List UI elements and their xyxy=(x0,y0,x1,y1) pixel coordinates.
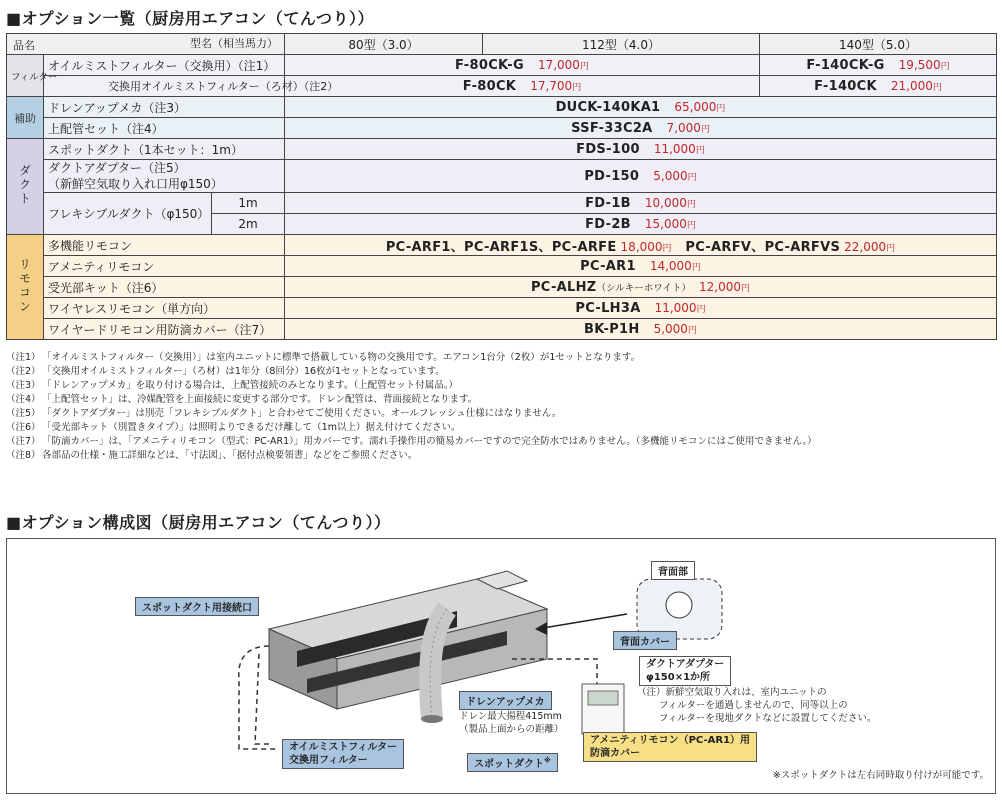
table-row xyxy=(7,76,997,97)
item-amenity: アメニティリモコン xyxy=(44,256,285,277)
fresh-air-note: （注）新鮮空気取り入れは、室内ユニットの フィルターを通過しませんので、同等以上の フィルターを現地ダクトなどに設置してください。 xyxy=(637,687,877,724)
item-wireless: ワイヤレスリモコン（単方向） xyxy=(44,298,285,319)
value-replacement-140: F-140CK 21,000円 xyxy=(760,76,997,97)
category-filter: フィルター xyxy=(7,55,44,97)
item-spot: スポットダクト（1本セット：1m） xyxy=(44,139,285,160)
value-oil-mist-140: F-140CK-G 19,500円 xyxy=(760,55,997,76)
note: （注8）各部品の仕様・施工詳細などは、「寸法図」、「据付点検要領書」などをご参照ください。 xyxy=(6,450,418,461)
col-140: 140型（5.0） xyxy=(760,34,997,55)
label-back-part: 背面部 xyxy=(651,561,695,580)
note: （注4）「上配管セット」は、冷媒配管を上面接続に変更する部分です。ドレン配管は、背面接続となります。 xyxy=(6,394,478,405)
item-replacement: 交換用オイルミストフィルター（ろ材）（注2） xyxy=(44,76,285,97)
value-drain: DUCK-140KA1 65,000円 xyxy=(285,97,997,118)
value-amenity: PC-AR1 14,000円 xyxy=(285,256,997,277)
label-spot-duct-port: スポットダクト用接続口 xyxy=(135,597,259,616)
col-112: 112型（4.0） xyxy=(483,34,760,55)
value-flex-2m: FD-2B 15,000円 xyxy=(285,214,997,235)
note: （注3）「ドレンアップメカ」を取り付ける場合は、上配管接続のみとなります。（上配管セット付属品。） xyxy=(6,380,458,391)
table-row xyxy=(7,139,997,160)
flex-duct-end xyxy=(421,715,443,723)
note: （注1）「オイルミストフィルター（交換用）」は室内ユニットに標準で搭載している物の交換用です。エアコン1台分（2枚）が1セットとなります。 xyxy=(6,352,641,363)
item-label: 品名 xyxy=(13,39,35,52)
note: （注2）「交換用オイルミストフィルター」（ろ材）は1年分（8回分）16枚が1セットとなっています。 xyxy=(6,366,445,377)
table-row xyxy=(7,256,997,277)
table-row xyxy=(7,319,997,340)
label-duct-adapter: ダクトアダプター φ150×1か所 xyxy=(639,656,731,686)
configuration-diagram xyxy=(6,538,996,794)
options-table xyxy=(6,33,997,340)
value-receiver: PC-ALHZ（シルキーホワイト） 12,000円 xyxy=(285,277,997,298)
label-oil-filter: オイルミストフィルター 交換用フィルター xyxy=(282,739,404,769)
remote-screen xyxy=(588,691,618,705)
section-title-diagram: ■オプション構成図（厨房用エアコン（てんつり）） xyxy=(6,513,391,532)
category-duct: ダクト xyxy=(7,139,44,235)
table-row xyxy=(7,193,997,214)
value-multi: PC-ARF1、PC-ARF1S、PC-ARFE 18,000円 PC-ARFV、PC-ARFVS 22,000円 xyxy=(285,235,997,256)
spot-duct-dashed-path-inner xyxy=(255,654,269,744)
model-label: 型名（相当馬力） xyxy=(190,37,278,50)
label-spot-duct: スポットダクト※ xyxy=(467,753,558,772)
label-back-cover: 背面カバー xyxy=(613,631,677,650)
item-pipe: 上配管セット（注4） xyxy=(44,118,285,139)
value-adapter: PD-150 5,000円 xyxy=(285,160,997,193)
category-aux: 補助 xyxy=(7,97,44,139)
value-oil-mist-80: F-80CK-G 17,000円 xyxy=(285,55,760,76)
value-spot: FDS-100 11,000円 xyxy=(285,139,997,160)
item-drain: ドレンアップメカ（注3） xyxy=(44,97,285,118)
notes-list xyxy=(6,351,817,463)
item-adapter: ダクトアダプター（注5） （新鮮空気取り入れ口用φ150） xyxy=(44,160,285,193)
section-title-options: ■オプション一覧（厨房用エアコン（てんつり）） xyxy=(6,9,375,28)
label-drain-mecha: ドレンアップメカ xyxy=(459,691,552,710)
value-flex-1m: FD-1B 10,000円 xyxy=(285,193,997,214)
item-multi: 多機能リモコン xyxy=(44,235,285,256)
item-oil-mist: オイルミストフィルター（交換用）（注1） xyxy=(44,55,285,76)
diagram-footnote: ※スポットダクトは左右同時取り付けが可能です。 xyxy=(772,770,989,781)
value-wireless: PC-LH3A 11,000円 xyxy=(285,298,997,319)
value-pipe: SSF-33C2A 7,000円 xyxy=(285,118,997,139)
table-header-row xyxy=(7,34,997,55)
value-cover: BK-P1H 5,000円 xyxy=(285,319,997,340)
back-panel-port xyxy=(666,592,692,618)
table-row xyxy=(7,277,997,298)
table-row xyxy=(7,118,997,139)
value-replacement-80: F-80CK 17,700円 xyxy=(285,76,760,97)
col-80: 80型（3.0） xyxy=(285,34,483,55)
drain-lift-text: ドレン最大揚程415mm （製品上面からの距離） xyxy=(459,711,564,735)
back-arrow-line xyxy=(537,614,627,629)
table-row xyxy=(7,235,997,256)
note: （注6）「受光部キット（別置きタイプ）」は照明よりできるだけ離して（1m以上）据え付けてください。 xyxy=(6,422,461,433)
note: （注7）「防滴カバー」は、「アメニティリモコン（型式：PC-AR1）」用カバーです。濡れ手操作用の簡易カバーですので完全防水ではありません。（多機能リモコンにはご使用できません。） xyxy=(6,436,817,447)
category-remote: リモコン xyxy=(7,235,44,340)
item-flex: フレキシブルダクト（φ150） xyxy=(44,193,212,235)
item-receiver: 受光部キット（注6） xyxy=(44,277,285,298)
flex-length-1m: 1m xyxy=(212,193,285,214)
header-corner xyxy=(7,34,285,55)
table-row xyxy=(7,298,997,319)
flex-length-2m: 2m xyxy=(212,214,285,235)
table-row xyxy=(7,97,997,118)
item-cover: ワイヤードリモコン用防滴カバー（注7） xyxy=(44,319,285,340)
label-amenity-cover: アメニティリモコン（PC-AR1）用 防滴カバー xyxy=(583,732,757,762)
note: （注5）「ダクトアダプター」は別売「フレキシブルダクト」と合わせてご使用ください。オールフレッシュ仕様にはなりません。 xyxy=(6,408,562,419)
table-row xyxy=(7,55,997,76)
